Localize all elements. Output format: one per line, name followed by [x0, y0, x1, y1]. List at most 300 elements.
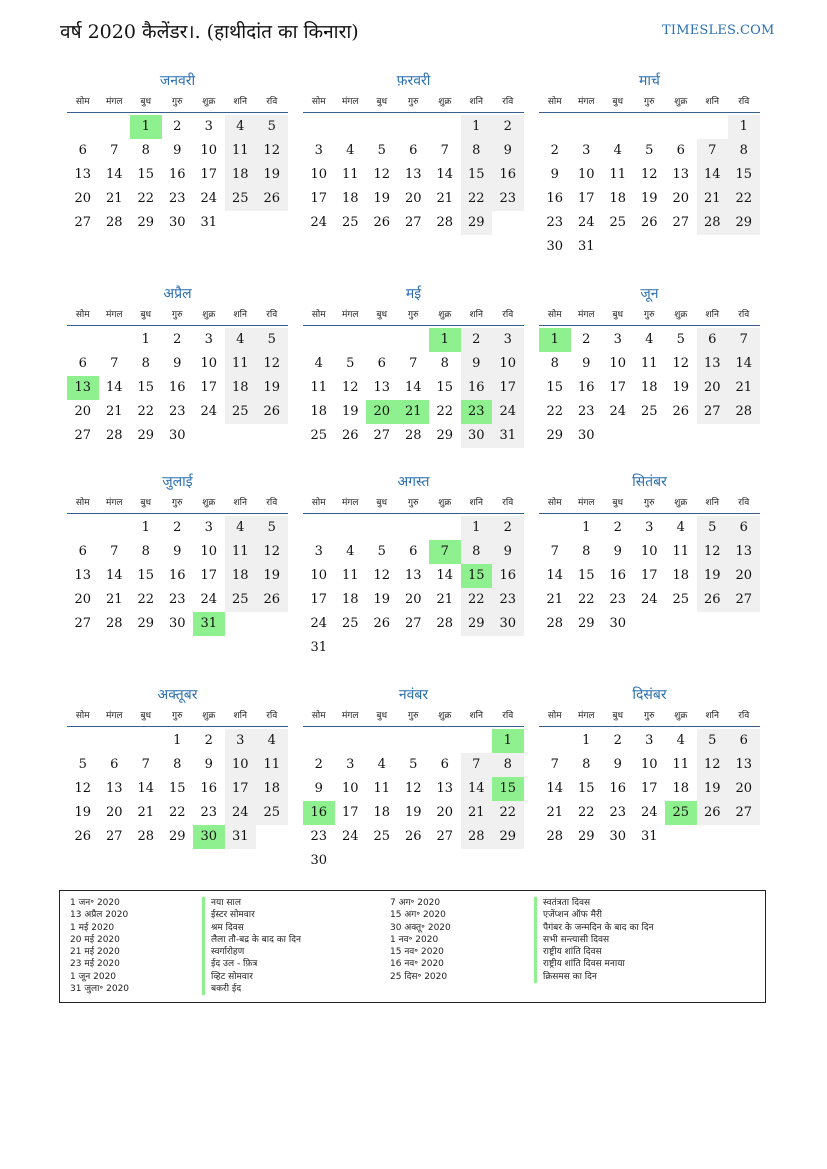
day-cell[interactable]: 16 — [492, 163, 524, 187]
day-cell[interactable]: 15 — [728, 163, 760, 187]
day-cell[interactable]: 23 — [546, 215, 564, 230]
day-cell[interactable]: 25 — [310, 428, 328, 443]
day-cell[interactable]: 24 — [200, 404, 218, 419]
day-cell[interactable]: 26 — [640, 215, 658, 230]
day-cell[interactable]: 9 — [582, 356, 591, 371]
day-cell[interactable]: 30 — [168, 428, 186, 443]
day-cell[interactable]: 5 — [697, 516, 729, 540]
day-cell[interactable]: 27 — [404, 215, 422, 230]
day-cell[interactable]: 25 — [640, 404, 658, 419]
day-cell[interactable]: 31 — [225, 825, 257, 849]
day-cell[interactable]: 26 — [74, 829, 92, 844]
day-cell[interactable]: 8 — [582, 757, 591, 772]
day-cell[interactable]: 16 — [577, 380, 595, 395]
day-cell[interactable]: 12 — [256, 139, 288, 163]
day-cell[interactable]: 24 — [225, 801, 257, 825]
day-cell[interactable]: 1 — [461, 516, 493, 540]
day-cell[interactable]: 21 — [105, 404, 123, 419]
day-cell[interactable]: 18 — [256, 777, 288, 801]
day-cell[interactable]: 30 — [609, 616, 627, 631]
day-cell[interactable]: 20 — [672, 191, 690, 206]
day-cell[interactable]: 28 — [105, 428, 123, 443]
day-cell[interactable]: 10 — [225, 753, 257, 777]
day-cell[interactable]: 2 — [314, 757, 323, 772]
day-cell[interactable]: 26 — [256, 588, 288, 612]
day-cell[interactable]: 11 — [373, 781, 391, 796]
day-cell[interactable]: 1 — [173, 733, 182, 748]
day-cell[interactable]: 28 — [436, 215, 454, 230]
day-cell[interactable]: 3 — [204, 332, 213, 347]
day-cell[interactable]: 7 — [461, 753, 493, 777]
day-cell[interactable]: 2 — [492, 516, 524, 540]
day-cell[interactable]: 7 — [440, 143, 449, 158]
day-cell[interactable]: 14 — [546, 568, 564, 583]
day-cell[interactable]: 3 — [314, 544, 323, 559]
day-cell[interactable]: 8 — [461, 540, 493, 564]
day-cell[interactable]: 7 — [429, 540, 461, 564]
day-cell[interactable]: 20 — [404, 191, 422, 206]
day-cell[interactable]: 30 — [168, 616, 186, 631]
day-cell[interactable]: 6 — [377, 356, 386, 371]
day-cell[interactable]: 4 — [377, 757, 386, 772]
day-cell[interactable]: 1 — [429, 328, 461, 352]
day-cell[interactable]: 29 — [137, 428, 155, 443]
day-cell[interactable]: 5 — [256, 328, 288, 352]
day-cell[interactable]: 5 — [377, 544, 386, 559]
day-cell[interactable]: 21 — [398, 400, 430, 424]
day-cell[interactable]: 11 — [609, 167, 627, 182]
day-cell[interactable]: 9 — [492, 139, 524, 163]
day-cell[interactable]: 4 — [676, 520, 685, 535]
day-cell[interactable]: 12 — [373, 167, 391, 182]
day-cell[interactable]: 15 — [546, 380, 564, 395]
day-cell[interactable]: 10 — [200, 544, 218, 559]
day-cell[interactable]: 17 — [577, 191, 595, 206]
day-cell[interactable]: 25 — [341, 616, 359, 631]
day-cell[interactable]: 7 — [110, 143, 119, 158]
day-cell[interactable]: 23 — [461, 400, 493, 424]
day-cell[interactable]: 14 — [137, 781, 155, 796]
day-cell[interactable]: 5 — [377, 143, 386, 158]
day-cell[interactable]: 14 — [728, 352, 760, 376]
day-cell[interactable]: 12 — [74, 781, 92, 796]
day-cell[interactable]: 22 — [168, 805, 186, 820]
day-cell[interactable]: 7 — [728, 328, 760, 352]
day-cell[interactable]: 28 — [546, 616, 564, 631]
day-cell[interactable]: 19 — [256, 564, 288, 588]
day-cell[interactable]: 15 — [577, 781, 595, 796]
day-cell[interactable]: 23 — [492, 588, 524, 612]
day-cell[interactable]: 16 — [303, 801, 335, 825]
day-cell[interactable]: 23 — [168, 592, 186, 607]
day-cell[interactable]: 12 — [697, 753, 729, 777]
day-cell[interactable]: 10 — [640, 544, 658, 559]
day-cell[interactable]: 24 — [492, 400, 524, 424]
day-cell[interactable]: 21 — [105, 592, 123, 607]
day-cell[interactable]: 6 — [78, 143, 87, 158]
day-cell[interactable]: 12 — [697, 540, 729, 564]
day-cell[interactable]: 23 — [168, 404, 186, 419]
day-cell[interactable]: 24 — [200, 191, 218, 206]
day-cell[interactable]: 23 — [609, 592, 627, 607]
day-cell[interactable]: 14 — [436, 568, 454, 583]
day-cell[interactable]: 2 — [492, 115, 524, 139]
day-cell[interactable]: 6 — [728, 729, 760, 753]
day-cell[interactable]: 4 — [225, 516, 257, 540]
day-cell[interactable]: 28 — [728, 400, 760, 424]
day-cell[interactable]: 1 — [141, 332, 150, 347]
day-cell[interactable]: 12 — [640, 167, 658, 182]
day-cell[interactable]: 31 — [492, 424, 524, 448]
day-cell[interactable]: 9 — [492, 540, 524, 564]
day-cell[interactable]: 1 — [461, 115, 493, 139]
day-cell[interactable]: 19 — [373, 191, 391, 206]
day-cell[interactable]: 27 — [436, 829, 454, 844]
day-cell[interactable]: 19 — [74, 805, 92, 820]
day-cell[interactable]: 13 — [436, 781, 454, 796]
day-cell[interactable]: 19 — [341, 404, 359, 419]
day-cell[interactable]: 13 — [728, 540, 760, 564]
day-cell[interactable]: 24 — [310, 215, 328, 230]
day-cell[interactable]: 16 — [546, 191, 564, 206]
day-cell[interactable]: 8 — [728, 139, 760, 163]
day-cell[interactable]: 12 — [256, 540, 288, 564]
day-cell[interactable]: 11 — [640, 356, 658, 371]
day-cell[interactable]: 21 — [105, 191, 123, 206]
day-cell[interactable]: 9 — [173, 143, 182, 158]
day-cell[interactable]: 8 — [440, 356, 449, 371]
day-cell[interactable]: 15 — [137, 380, 155, 395]
day-cell[interactable]: 15 — [137, 167, 155, 182]
day-cell[interactable]: 9 — [461, 352, 493, 376]
day-cell[interactable]: 7 — [550, 757, 559, 772]
day-cell[interactable]: 5 — [697, 729, 729, 753]
day-cell[interactable]: 13 — [105, 781, 123, 796]
day-cell[interactable]: 27 — [74, 616, 92, 631]
day-cell[interactable]: 4 — [346, 544, 355, 559]
day-cell[interactable]: 4 — [645, 332, 654, 347]
day-cell[interactable]: 6 — [78, 356, 87, 371]
day-cell[interactable]: 20 — [436, 805, 454, 820]
day-cell[interactable]: 20 — [105, 805, 123, 820]
day-cell[interactable]: 13 — [404, 167, 422, 182]
day-cell[interactable]: 17 — [609, 380, 627, 395]
day-cell[interactable]: 26 — [341, 428, 359, 443]
day-cell[interactable]: 29 — [577, 829, 595, 844]
day-cell[interactable]: 5 — [409, 757, 418, 772]
day-cell[interactable]: 22 — [577, 592, 595, 607]
day-cell[interactable]: 16 — [200, 781, 218, 796]
day-cell[interactable]: 11 — [256, 753, 288, 777]
day-cell[interactable]: 25 — [665, 801, 697, 825]
day-cell[interactable]: 24 — [640, 805, 658, 820]
day-cell[interactable]: 29 — [728, 211, 760, 235]
day-cell[interactable]: 9 — [204, 757, 213, 772]
day-cell[interactable]: 27 — [728, 588, 760, 612]
day-cell[interactable]: 4 — [676, 733, 685, 748]
day-cell[interactable]: 2 — [173, 332, 182, 347]
day-cell[interactable]: 14 — [105, 380, 123, 395]
day-cell[interactable]: 30 — [546, 239, 564, 254]
day-cell[interactable]: 4 — [225, 328, 257, 352]
day-cell[interactable]: 27 — [74, 428, 92, 443]
day-cell[interactable]: 2 — [613, 520, 622, 535]
day-cell[interactable]: 11 — [341, 167, 359, 182]
day-cell[interactable]: 8 — [492, 753, 524, 777]
day-cell[interactable]: 18 — [225, 564, 257, 588]
day-cell[interactable]: 21 — [436, 191, 454, 206]
day-cell[interactable]: 7 — [550, 544, 559, 559]
brand-link[interactable]: TIMESLES.COM — [662, 23, 775, 38]
day-cell[interactable]: 10 — [577, 167, 595, 182]
day-cell[interactable]: 3 — [582, 143, 591, 158]
day-cell[interactable]: 31 — [640, 829, 658, 844]
day-cell[interactable]: 16 — [168, 167, 186, 182]
day-cell[interactable]: 15 — [168, 781, 186, 796]
day-cell[interactable]: 31 — [577, 239, 595, 254]
day-cell[interactable]: 28 — [105, 616, 123, 631]
day-cell[interactable]: 20 — [74, 592, 92, 607]
day-cell[interactable]: 26 — [256, 187, 288, 211]
day-cell[interactable]: 6 — [110, 757, 119, 772]
day-cell[interactable]: 15 — [137, 568, 155, 583]
day-cell[interactable]: 13 — [728, 753, 760, 777]
day-cell[interactable]: 10 — [640, 757, 658, 772]
day-cell[interactable]: 5 — [256, 516, 288, 540]
day-cell[interactable]: 19 — [256, 376, 288, 400]
day-cell[interactable]: 11 — [225, 540, 257, 564]
day-cell[interactable]: 28 — [546, 829, 564, 844]
day-cell[interactable]: 18 — [609, 191, 627, 206]
day-cell[interactable]: 22 — [728, 187, 760, 211]
day-cell[interactable]: 25 — [225, 588, 257, 612]
day-cell[interactable]: 26 — [697, 801, 729, 825]
day-cell[interactable]: 17 — [310, 592, 328, 607]
day-cell[interactable]: 26 — [373, 616, 391, 631]
day-cell[interactable]: 29 — [577, 616, 595, 631]
day-cell[interactable]: 1 — [130, 115, 162, 139]
day-cell[interactable]: 18 — [310, 404, 328, 419]
day-cell[interactable]: 22 — [546, 404, 564, 419]
day-cell[interactable]: 30 — [310, 853, 328, 868]
day-cell[interactable]: 23 — [200, 805, 218, 820]
day-cell[interactable]: 21 — [546, 592, 564, 607]
day-cell[interactable]: 23 — [168, 191, 186, 206]
day-cell[interactable]: 17 — [640, 781, 658, 796]
day-cell[interactable]: 28 — [105, 215, 123, 230]
day-cell[interactable]: 9 — [173, 356, 182, 371]
day-cell[interactable]: 29 — [168, 829, 186, 844]
day-cell[interactable]: 9 — [613, 757, 622, 772]
day-cell[interactable]: 26 — [697, 588, 729, 612]
day-cell[interactable]: 10 — [341, 781, 359, 796]
day-cell[interactable]: 2 — [613, 733, 622, 748]
day-cell[interactable]: 16 — [461, 376, 493, 400]
day-cell[interactable]: 19 — [404, 805, 422, 820]
day-cell[interactable]: 22 — [137, 592, 155, 607]
day-cell[interactable]: 2 — [204, 733, 213, 748]
day-cell[interactable]: 16 — [168, 380, 186, 395]
day-cell[interactable]: 21 — [546, 805, 564, 820]
day-cell[interactable]: 25 — [225, 187, 257, 211]
day-cell[interactable]: 5 — [676, 332, 685, 347]
day-cell[interactable]: 28 — [461, 825, 493, 849]
day-cell[interactable]: 8 — [141, 544, 150, 559]
day-cell[interactable]: 25 — [225, 400, 257, 424]
day-cell[interactable]: 12 — [373, 568, 391, 583]
day-cell[interactable]: 14 — [404, 380, 422, 395]
day-cell[interactable]: 3 — [225, 729, 257, 753]
day-cell[interactable]: 9 — [613, 544, 622, 559]
day-cell[interactable]: 7 — [141, 757, 150, 772]
day-cell[interactable]: 2 — [173, 520, 182, 535]
day-cell[interactable]: 6 — [697, 328, 729, 352]
day-cell[interactable]: 3 — [346, 757, 355, 772]
day-cell[interactable]: 4 — [314, 356, 323, 371]
day-cell[interactable]: 27 — [105, 829, 123, 844]
day-cell[interactable]: 9 — [550, 167, 559, 182]
day-cell[interactable]: 17 — [225, 777, 257, 801]
day-cell[interactable]: 30 — [168, 215, 186, 230]
day-cell[interactable]: 8 — [582, 544, 591, 559]
day-cell[interactable]: 24 — [577, 215, 595, 230]
day-cell[interactable]: 24 — [341, 829, 359, 844]
day-cell[interactable]: 17 — [341, 805, 359, 820]
day-cell[interactable]: 28 — [697, 211, 729, 235]
day-cell[interactable]: 22 — [577, 805, 595, 820]
day-cell[interactable]: 20 — [728, 777, 760, 801]
day-cell[interactable]: 29 — [461, 612, 493, 636]
day-cell[interactable]: 3 — [492, 328, 524, 352]
day-cell[interactable]: 14 — [697, 163, 729, 187]
day-cell[interactable]: 14 — [461, 777, 493, 801]
day-cell[interactable]: 23 — [492, 187, 524, 211]
day-cell[interactable]: 17 — [492, 376, 524, 400]
day-cell[interactable]: 6 — [676, 143, 685, 158]
day-cell[interactable]: 10 — [200, 356, 218, 371]
day-cell[interactable]: 13 — [74, 568, 92, 583]
day-cell[interactable]: 3 — [645, 733, 654, 748]
day-cell[interactable]: 29 — [492, 825, 524, 849]
day-cell[interactable]: 3 — [613, 332, 622, 347]
day-cell[interactable]: 31 — [193, 612, 225, 636]
day-cell[interactable]: 30 — [193, 825, 225, 849]
day-cell[interactable]: 27 — [672, 215, 690, 230]
day-cell[interactable]: 25 — [373, 829, 391, 844]
day-cell[interactable]: 14 — [105, 167, 123, 182]
day-cell[interactable]: 25 — [256, 801, 288, 825]
day-cell[interactable]: 7 — [409, 356, 418, 371]
day-cell[interactable]: 16 — [609, 781, 627, 796]
day-cell[interactable]: 19 — [697, 777, 729, 801]
day-cell[interactable]: 19 — [373, 592, 391, 607]
day-cell[interactable]: 13 — [67, 376, 99, 400]
day-cell[interactable]: 18 — [640, 380, 658, 395]
day-cell[interactable]: 5 — [346, 356, 355, 371]
day-cell[interactable]: 2 — [582, 332, 591, 347]
day-cell[interactable]: 12 — [404, 781, 422, 796]
day-cell[interactable]: 15 — [577, 568, 595, 583]
day-cell[interactable]: 22 — [461, 187, 493, 211]
day-cell[interactable]: 21 — [436, 592, 454, 607]
day-cell[interactable]: 15 — [461, 564, 493, 588]
day-cell[interactable]: 25 — [341, 215, 359, 230]
day-cell[interactable]: 11 — [672, 544, 690, 559]
day-cell[interactable]: 30 — [461, 424, 493, 448]
day-cell[interactable]: 21 — [697, 187, 729, 211]
day-cell[interactable]: 10 — [200, 143, 218, 158]
day-cell[interactable]: 19 — [256, 163, 288, 187]
day-cell[interactable]: 13 — [74, 167, 92, 182]
day-cell[interactable]: 26 — [672, 404, 690, 419]
day-cell[interactable]: 3 — [314, 143, 323, 158]
day-cell[interactable]: 23 — [609, 805, 627, 820]
day-cell[interactable]: 13 — [672, 167, 690, 182]
day-cell[interactable]: 19 — [672, 380, 690, 395]
day-cell[interactable]: 9 — [314, 781, 323, 796]
day-cell[interactable]: 26 — [256, 400, 288, 424]
day-cell[interactable]: 3 — [645, 520, 654, 535]
day-cell[interactable]: 13 — [373, 380, 391, 395]
day-cell[interactable]: 8 — [141, 356, 150, 371]
day-cell[interactable]: 9 — [173, 544, 182, 559]
day-cell[interactable]: 1 — [492, 729, 524, 753]
day-cell[interactable]: 18 — [672, 781, 690, 796]
day-cell[interactable]: 12 — [672, 356, 690, 371]
day-cell[interactable]: 11 — [225, 352, 257, 376]
day-cell[interactable]: 23 — [310, 829, 328, 844]
day-cell[interactable]: 28 — [436, 616, 454, 631]
day-cell[interactable]: 17 — [200, 568, 218, 583]
day-cell[interactable]: 10 — [492, 352, 524, 376]
day-cell[interactable]: 24 — [640, 592, 658, 607]
day-cell[interactable]: 19 — [640, 191, 658, 206]
day-cell[interactable]: 8 — [141, 143, 150, 158]
day-cell[interactable]: 5 — [256, 115, 288, 139]
day-cell[interactable]: 4 — [225, 115, 257, 139]
day-cell[interactable]: 31 — [200, 215, 218, 230]
day-cell[interactable]: 4 — [613, 143, 622, 158]
day-cell[interactable]: 22 — [137, 404, 155, 419]
day-cell[interactable]: 18 — [341, 191, 359, 206]
day-cell[interactable]: 18 — [373, 805, 391, 820]
day-cell[interactable]: 16 — [168, 568, 186, 583]
day-cell[interactable]: 15 — [492, 777, 524, 801]
day-cell[interactable]: 27 — [74, 215, 92, 230]
day-cell[interactable]: 7 — [697, 139, 729, 163]
day-cell[interactable]: 5 — [78, 757, 87, 772]
day-cell[interactable]: 10 — [310, 568, 328, 583]
day-cell[interactable]: 15 — [436, 380, 454, 395]
day-cell[interactable]: 29 — [461, 211, 493, 235]
day-cell[interactable]: 6 — [728, 516, 760, 540]
day-cell[interactable]: 24 — [310, 616, 328, 631]
day-cell[interactable]: 17 — [640, 568, 658, 583]
day-cell[interactable]: 29 — [137, 215, 155, 230]
day-cell[interactable]: 30 — [577, 428, 595, 443]
day-cell[interactable]: 7 — [110, 356, 119, 371]
day-cell[interactable]: 8 — [550, 356, 559, 371]
day-cell[interactable]: 20 — [74, 404, 92, 419]
day-cell[interactable]: 20 — [404, 592, 422, 607]
day-cell[interactable]: 21 — [461, 801, 493, 825]
day-cell[interactable]: 10 — [310, 167, 328, 182]
day-cell[interactable]: 27 — [728, 801, 760, 825]
day-cell[interactable]: 27 — [404, 616, 422, 631]
day-cell[interactable]: 20 — [366, 400, 398, 424]
day-cell[interactable]: 31 — [310, 640, 328, 655]
day-cell[interactable]: 28 — [137, 829, 155, 844]
